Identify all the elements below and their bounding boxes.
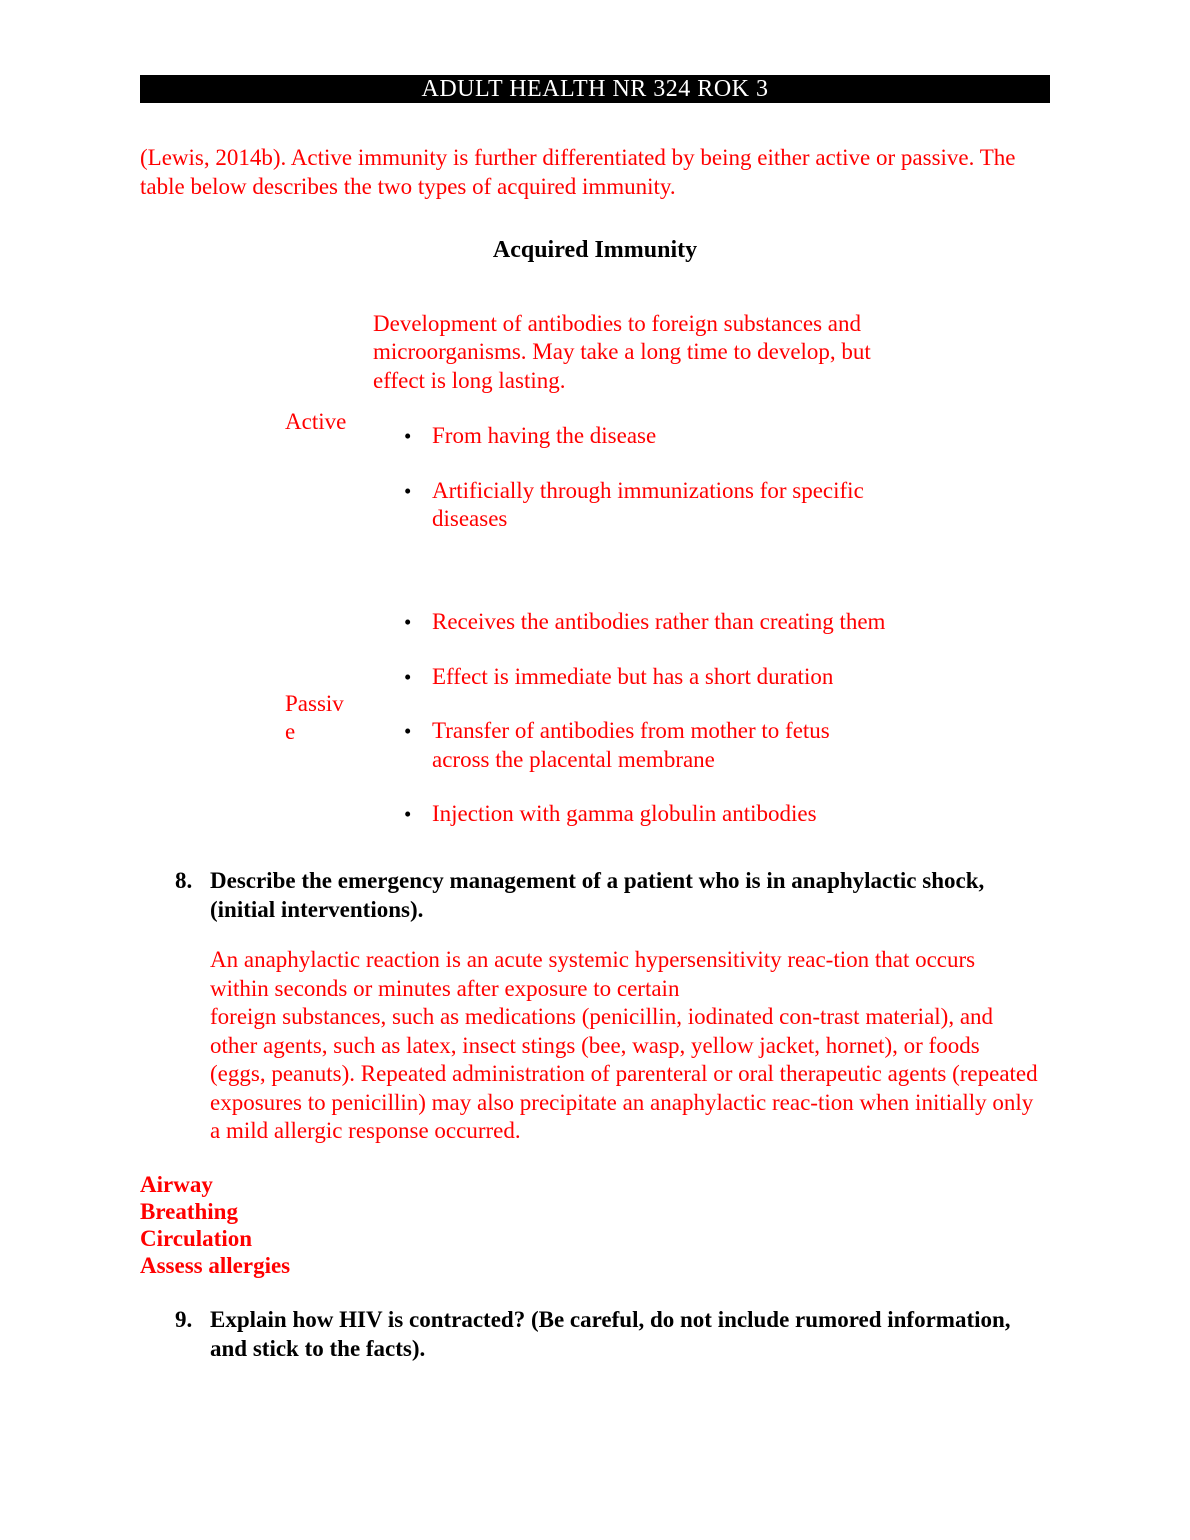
header-title: ADULT HEALTH NR 324 ROK 3 <box>421 76 769 102</box>
bullet-text: Transfer of antibodies from mother to fetus across the placental membrane <box>432 718 830 772</box>
immunity-table <box>285 310 1050 828</box>
row-label-passive: Passiv e <box>285 691 344 745</box>
question-8-number: 8. <box>175 868 193 894</box>
table-row-active <box>285 310 1050 533</box>
bullet-text: Receives the antibodies rather than creating them <box>432 609 886 635</box>
question-9 <box>175 1305 1050 1363</box>
bullet-list-active <box>373 422 913 533</box>
section-title: Acquired Immunity <box>492 237 698 263</box>
bullet-icon: • <box>404 719 412 744</box>
row-content-passive <box>373 608 913 828</box>
bullet-icon: • <box>404 802 412 827</box>
description-paragraph: Development of antibodies to foreign substances and microorganisms. May take a long time to develop, but effect is long lasting. <box>373 311 871 393</box>
bullet-text: From having the disease <box>432 423 657 449</box>
bullet-item <box>373 663 913 691</box>
table-row-passive <box>285 608 1050 828</box>
answer-8-paragraph: An anaphylactic reaction is an acute systemic hypersensitivity reac-tion that occurs within seconds or minutes after exposure to certain foreign substances, such as medications (penicillin, iodinated con-trast material), and other agents, such as latex, insect stings (bee, wasp, yellow jacket, hornet), or foods (eggs, peanuts). Repeated administration of parenteral or oral therapeutic agents (repeated exposures to penicillin) may also precipitate an anaphylactic reac-tion when initially only a mild allergic response occurred. <box>210 947 1038 1143</box>
bullet-icon: • <box>404 478 412 503</box>
bullet-item <box>373 717 913 774</box>
bullet-item <box>373 800 913 828</box>
row-content-active <box>373 310 913 533</box>
row-label-active: Active <box>285 408 347 434</box>
abc-assessment-list: Airway Breathing Circulation Assess allergies <box>140 1172 291 1279</box>
bullet-text: Injection with gamma globulin antibodies <box>432 801 817 827</box>
bullet-item <box>373 422 913 450</box>
header-bar <box>140 75 1050 103</box>
bullet-list-passive <box>373 608 913 828</box>
bullet-text: Effect is immediate but has a short duration <box>432 663 834 689</box>
bullet-icon: • <box>404 424 412 449</box>
question-8 <box>175 866 1050 924</box>
question-9-number: 9. <box>175 1307 193 1333</box>
question-9-text: Explain how HIV is contracted? (Be careful, do not include rumored information, and stick to the facts). <box>210 1307 1011 1362</box>
bullet-text: Artificially through immunizations for specific diseases <box>432 477 864 532</box>
question-8-text: Describe the emergency management of a patient who is in anaphylactic shock, (initial interventions). <box>210 868 985 923</box>
bullet-item <box>373 608 913 636</box>
bullet-icon: • <box>404 664 412 689</box>
intro-paragraph: (Lewis, 2014b). Active immunity is further differentiated by being either active or passive. The table below describes the two types of acquired immunity. <box>140 145 1016 199</box>
bullet-icon: • <box>404 610 412 635</box>
bullet-item <box>373 477 913 534</box>
